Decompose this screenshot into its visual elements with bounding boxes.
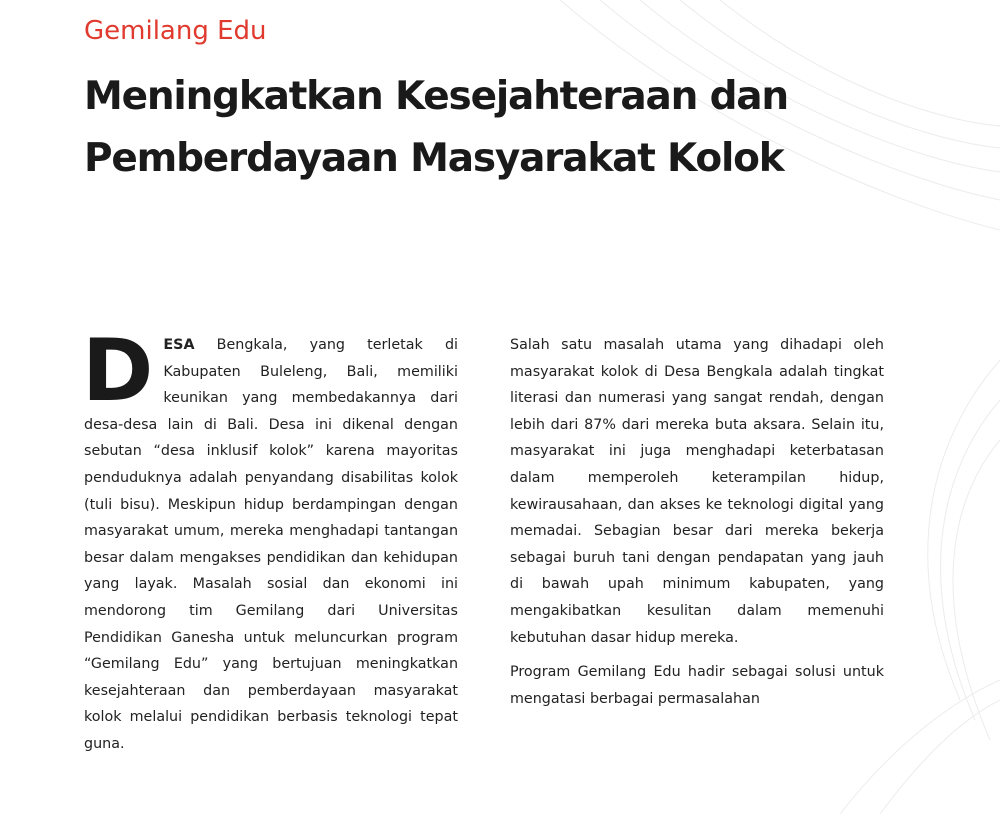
paragraph-1-text: Bengkala, yang terletak di Kabupaten Buleleng, Bali, memiliki keunikan yang membedakannya dari desa-desa lain di Bali. Desa ini dikenal dengan sebutan “desa inklusif kolok” karena mayoritas penduduknya adalah penyandang disabilitas kolok (tuli bisu). Meskipun hidup berdampingan dengan masyarakat umum, mereka menghadapi tantangan besar dalam mengakses pendidikan dan kehidupan yang layak. Masalah sosial dan ekonomi ini mendorong tim Gemilang dari Universitas Pendidikan Ganesha untuk meluncurkan program “Gemilang Edu” yang bertujuan meningkatkan kesejahteraan dan pemberdayaan masyarakat kolok melalui pendidikan berbasis teknologi tepat guna.	[84, 337, 458, 752]
drop-cap: D	[82, 321, 154, 421]
article-paragraph-1	[82, 321, 458, 758]
article-paragraph-3: Program Gemilang Edu hadir sebagai solusi untuk mengatasi berbagai permasalahan	[510, 664, 884, 707]
article-column-right	[510, 332, 884, 720]
section-label: Gemilang Edu	[84, 16, 267, 46]
article-title: Meningkatkan Kesejahteraan dan Pemberdayaan Masyarakat Kolok	[84, 74, 788, 181]
lead-word: ESA	[163, 337, 195, 353]
article-paragraph-2: Salah satu masalah utama yang dihadapi oleh masyarakat kolok di Desa Bengkala adalah tingkat literasi dan numerasi yang sangat rendah, dengan lebih dari 87% dari mereka buta aksara. Selain itu, masyarakat ini juga menghadapi keterbatasan dalam memperoleh keterampilan hidup, kewirausahaan, dan akses ke teknologi digital yang memadai. Sebagian besar dari mereka bekerja sebagai buruh tani dengan pendapatan yang jauh di bawah upah minimum kabupaten, yang mengakibatkan kesulitan dalam memenuhi kebutuhan dasar hidup mereka.	[510, 337, 884, 646]
article-column-left	[82, 321, 458, 766]
